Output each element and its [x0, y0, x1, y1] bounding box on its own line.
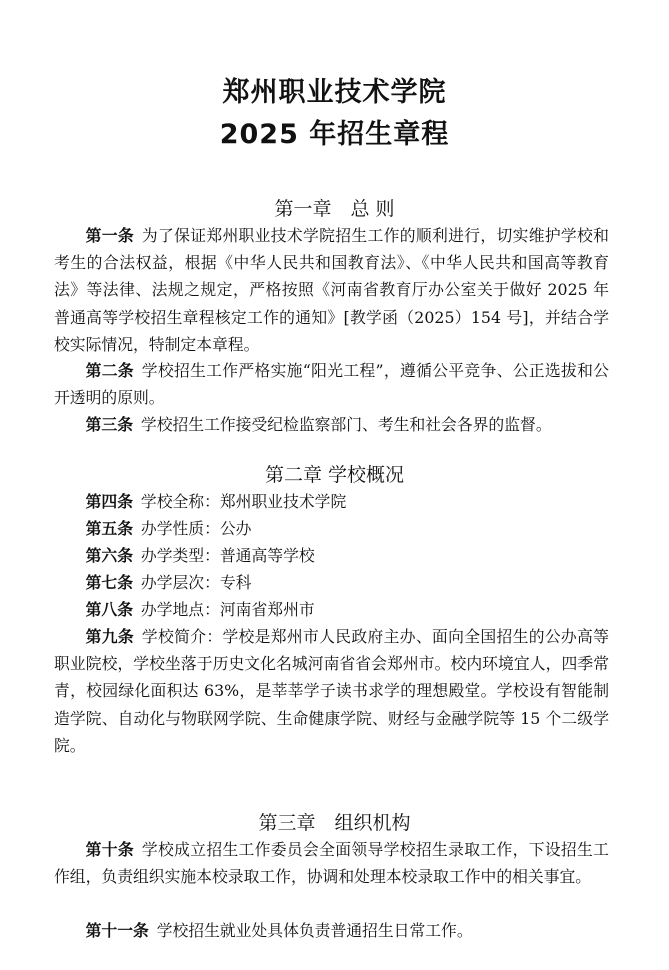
article-text: 学校简介：学校是郑州市人民政府主办、面向全国招生的公办高等职业院校，学校坐落于历史文化名城河南省省会郑州市。校内环境宜人，四季常青，校园绿化面积达 63%，是莘莘学子读书求学的理想殿堂。学校设有智能制造学院、自动化与物联网学院、生命健康学院、财经与金融学院等 15 个二级学院。 [54, 627, 609, 755]
article-label: 第三条 [85, 415, 133, 434]
document-title-school: 郑州职业技术学院 [222, 77, 447, 108]
article-text: 办学层次：专科 [140, 573, 252, 592]
document-title-charter: 2025 年招生章程 [219, 119, 450, 150]
article-label: 第七条 [85, 573, 133, 592]
article-2 [54, 357, 609, 411]
article-text: 学校招生就业处具体负责普通招生日常工作。 [156, 921, 473, 940]
chapter-1-heading: 第一章 总 则 [274, 198, 395, 220]
article-text: 办学类型：普通高等学校 [140, 546, 315, 565]
article-6 [54, 542, 609, 569]
article-11 [54, 917, 609, 944]
article-text: 办学地点：河南省郑州市 [140, 600, 315, 619]
article-text: 为了保证郑州职业技术学院招生工作的顺利进行，切实维护学校和考生的合法权益，根据《中华人民共和国教育法》、《中华人民共和国高等教育法》等法律、法规之规定，严格按照《河南省教育厅办公室关于做好 2025 年普通高等学校招生章程核定工作的通知》[教学函（2025）154 号]，并结合学校实际情况，特制定本章程。 [54, 226, 609, 354]
article-label: 第五条 [85, 519, 133, 538]
article-9 [54, 623, 609, 759]
article-label: 第八条 [85, 600, 133, 619]
article-5 [54, 515, 609, 542]
article-text: 学校招生工作接受纪检监察部门、考生和社会各界的监督。 [140, 415, 552, 434]
article-4 [54, 488, 609, 515]
article-1 [54, 222, 609, 358]
article-text: 办学性质：公办 [140, 519, 252, 538]
article-8 [54, 596, 609, 623]
article-text: 学校成立招生工作委员会全面领导学校招生录取工作，下设招生工作组，负责组织实施本校录取工作，协调和处理本校录取工作中的相关事宜。 [54, 840, 609, 887]
article-3 [54, 411, 609, 438]
chapter-2-heading: 第二章 学校概况 [264, 464, 405, 486]
article-7 [54, 569, 609, 596]
article-label: 第一条 [85, 226, 134, 245]
article-10 [54, 836, 609, 890]
article-label: 第十条 [85, 840, 134, 859]
article-label: 第九条 [85, 627, 134, 646]
chapter-3-heading: 第三章 组织机构 [258, 812, 411, 834]
article-text: 学校招生工作严格实施“阳光工程”，遵循公平竞争、公正选拔和公开透明的原则。 [54, 361, 609, 408]
article-label: 第六条 [85, 546, 133, 565]
article-text: 学校全称：郑州职业技术学院 [140, 492, 347, 511]
article-label: 第二条 [85, 361, 134, 380]
article-label: 第四条 [85, 492, 133, 511]
article-label: 第十一条 [85, 921, 149, 940]
